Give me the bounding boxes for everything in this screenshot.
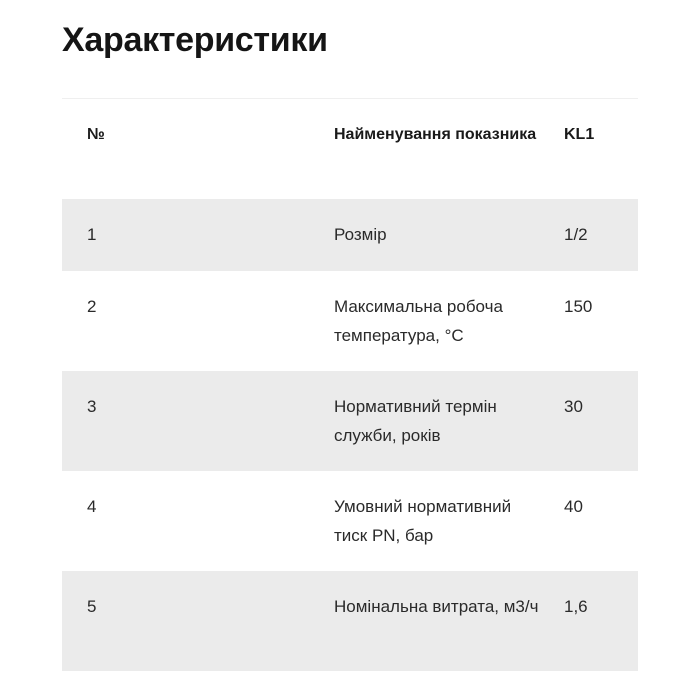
row-number: 2 [87,296,97,316]
row-number: 1 [87,224,97,244]
header-model-value: KL1 [564,126,595,143]
table-row [62,571,638,671]
row-value: 1,6 [564,596,588,616]
table-row [62,199,638,271]
row-value: 40 [564,496,583,516]
page-title: Характеристики [62,21,328,59]
row-parameter-name: Номінальна витрата, м3/ч [334,596,539,616]
row-parameter-name: Розмір [334,224,387,244]
header-number: № [87,126,105,143]
row-value: 1/2 [564,224,588,244]
header-parameter-name: Найменування показника [334,126,537,143]
row-number: 4 [87,496,97,516]
row-parameter-name: Максимальна робоча температура, °С [334,296,503,345]
table-row [62,271,638,371]
row-number: 5 [87,596,97,616]
row-number: 3 [87,396,97,416]
row-parameter-name: Нормативний термін служби, років [334,396,497,445]
row-parameter-name: Умовний нормативний тиск PN, бар [334,496,512,545]
specs-table [62,98,638,671]
table-row [62,371,638,471]
row-value: 30 [564,396,583,416]
table-row [62,471,638,571]
row-value: 150 [564,296,593,316]
table-header-row [62,99,638,199]
